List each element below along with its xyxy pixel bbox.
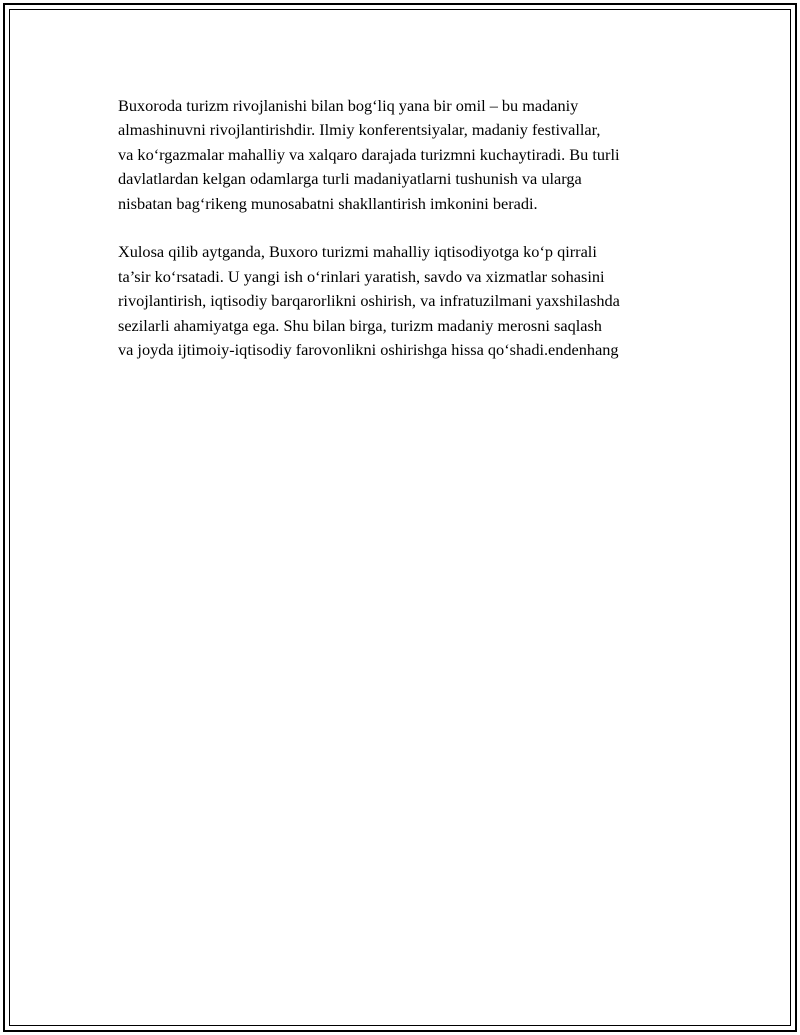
paragraph-cultural-exchange bbox=[118, 94, 698, 216]
text-line: va joyda ijtimoiy-iqtisodiy farovonlikni oshirishga hissa qo‘shadi.endenhang bbox=[118, 340, 619, 360]
text-line: Xulosa qilib aytganda, Buxoro turizmi mahalliy iqtisodiyotga ko‘p qirrali bbox=[118, 242, 597, 262]
text-line: almashinuvni rivojlantirishdir. Ilmiy konferentsiyalar, madaniy festivallar, bbox=[118, 120, 601, 140]
text-line: va ko‘rgazmalar mahalliy va xalqaro darajada turizmni kuchaytiradi. Bu turli bbox=[118, 144, 620, 164]
paragraph-conclusion bbox=[118, 240, 698, 362]
text-line: nisbatan bag‘rikeng munosabatni shakllantirish imkonini beradi. bbox=[118, 193, 538, 213]
text-line: rivojlantirish, iqtisodiy barqarorlikni oshirish, va infratuzilmani yaxshilashda bbox=[118, 291, 620, 311]
text-line: davlatlardan kelgan odamlarga turli madaniyatlarni tushunish va ularga bbox=[118, 169, 582, 189]
text-line: ta’sir ko‘rsatadi. U yangi ish o‘rinlari yaratish, savdo va xizmatlar sohasini bbox=[118, 266, 605, 286]
text-line: sezilarli ahamiyatga ega. Shu bilan birga, turizm madaniy merosni saqlash bbox=[118, 315, 602, 335]
text-line: Buxoroda turizm rivojlanishi bilan bog‘liq yana bir omil – bu madaniy bbox=[118, 96, 579, 115]
document-body bbox=[118, 94, 698, 387]
